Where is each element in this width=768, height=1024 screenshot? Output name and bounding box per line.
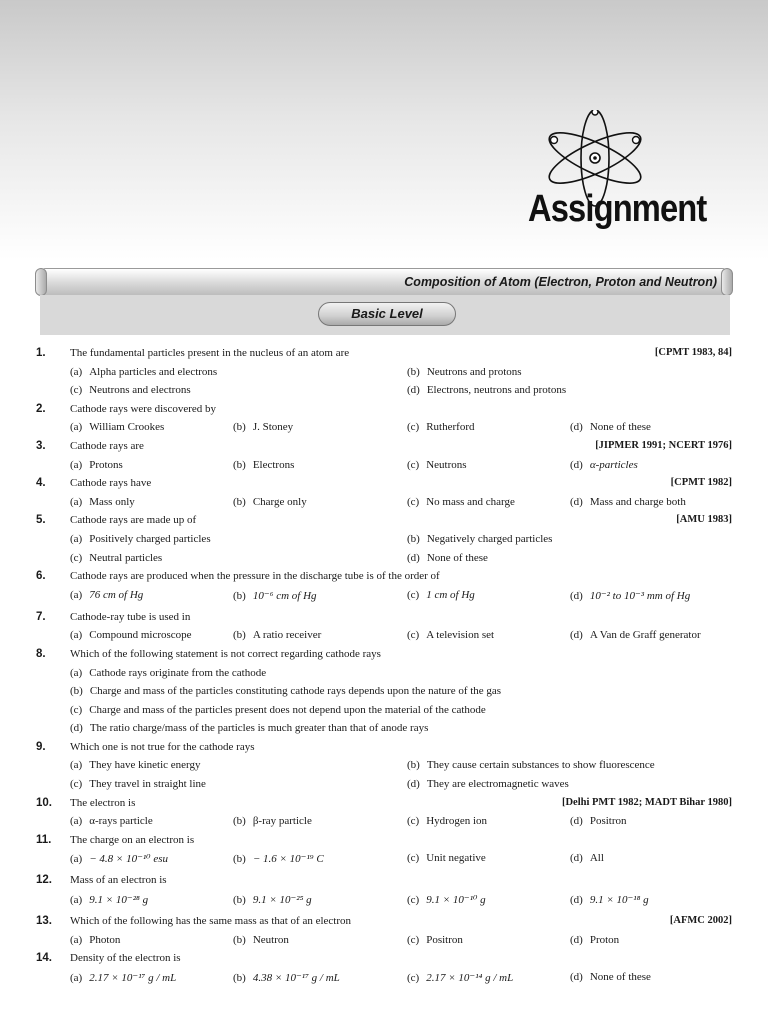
option-label: (d)	[570, 421, 583, 434]
option-text: Electrons, neutrons and protons	[426, 384, 567, 397]
option-text: α-rays particle	[89, 815, 153, 828]
option-text: A ratio receiver	[252, 629, 322, 642]
option-text: Alpha particles and electrons	[89, 365, 218, 378]
option-text: Charge only	[252, 495, 307, 508]
option-label: (a)	[70, 532, 83, 545]
option-d	[70, 722, 428, 734]
option-label: (d)	[570, 933, 583, 946]
option-c	[70, 704, 486, 716]
options-row	[0, 420, 768, 439]
options-row	[0, 666, 768, 685]
option-label: (d)	[570, 815, 583, 828]
question-text: Which one is not true for the cathode rays	[70, 740, 255, 753]
option-label: (a)	[70, 458, 83, 471]
option-label: (c)	[70, 384, 83, 397]
option-text: Negatively charged particles	[426, 532, 553, 545]
option-a	[70, 366, 217, 378]
option-label: (c)	[407, 815, 420, 828]
option-text: 76 cm of Hg	[89, 588, 144, 601]
options-row	[0, 721, 768, 740]
option-a	[70, 629, 192, 641]
option-label: (a)	[70, 933, 83, 946]
question-text: Density of the electron is	[70, 952, 181, 965]
option-label: (b)	[233, 933, 246, 946]
option-text: They are electromagnetic waves	[426, 778, 569, 791]
option-text: 4.38 × 10⁻¹⁷ g / mL	[252, 971, 340, 984]
option-text: 10⁻² to 10⁻³ mm of Hg	[589, 589, 691, 602]
options-row	[0, 933, 768, 952]
option-text: They travel in straight line	[89, 778, 206, 791]
option-text: − 4.8 × 10⁻¹⁰ esu	[89, 853, 168, 866]
page-title: Assignment	[528, 188, 707, 230]
option-d	[570, 934, 619, 946]
option-d	[407, 552, 488, 564]
option-label: (a)	[70, 815, 83, 828]
option-label: (c)	[70, 778, 83, 791]
option-label: (d)	[570, 629, 583, 642]
question-row	[0, 439, 768, 458]
option-a	[70, 667, 266, 679]
option-label: (b)	[407, 365, 420, 378]
option-label: (d)	[407, 551, 420, 564]
options-row	[0, 628, 768, 647]
question-number: 6.	[36, 570, 46, 583]
option-text: Protons	[89, 458, 123, 471]
option-label: (a)	[70, 588, 83, 601]
option-text: 1 cm of Hg	[426, 588, 475, 601]
question-reference: [AFMC 2002]	[669, 915, 732, 927]
option-a	[70, 815, 153, 827]
question-number: 4.	[36, 477, 46, 490]
option-b	[233, 893, 312, 906]
option-d	[570, 496, 686, 508]
question-text: The electron is	[70, 796, 136, 809]
option-text: Neutral particles	[89, 551, 163, 564]
option-label: (a)	[70, 629, 83, 642]
option-label: (b)	[233, 853, 246, 866]
option-label: (c)	[407, 852, 420, 865]
question-number: 13.	[36, 915, 52, 928]
option-text: Positron	[426, 933, 463, 946]
option-text: A Van de Graff generator	[589, 629, 701, 642]
bar-cap-left	[35, 268, 47, 296]
options-row	[0, 970, 768, 992]
option-label: (a)	[70, 853, 83, 866]
question-row	[0, 951, 768, 970]
option-label: (d)	[570, 852, 583, 865]
option-b	[70, 685, 501, 697]
option-text: William Crookes	[89, 421, 165, 434]
question-row	[0, 647, 768, 666]
option-b	[233, 496, 307, 508]
options-row	[0, 851, 768, 873]
option-d	[570, 971, 651, 983]
question-reference: [CPMT 1982]	[670, 477, 732, 489]
question-row	[0, 833, 768, 852]
option-text: α-particles	[589, 458, 638, 471]
option-label: (d)	[570, 495, 583, 508]
option-text: Neutrons and electrons	[89, 384, 191, 397]
options-row	[0, 703, 768, 722]
option-a	[70, 533, 211, 545]
option-b	[233, 459, 294, 471]
question-number: 7.	[36, 610, 46, 623]
option-b	[407, 759, 655, 771]
option-text: − 1.6 × 10⁻¹⁹ C	[252, 853, 324, 866]
bar-cap-right	[721, 268, 733, 296]
options-row	[0, 758, 768, 777]
question-text: Cathode rays were discovered by	[70, 402, 217, 415]
option-label: (c)	[407, 894, 420, 907]
option-a	[70, 893, 148, 906]
question-number: 10.	[36, 796, 52, 809]
question-reference: [JIPMER 1991; NCERT 1976]	[595, 439, 732, 451]
question-row	[0, 873, 768, 892]
option-c	[407, 852, 486, 864]
option-text: 9.1 × 10⁻²⁵ g	[252, 894, 312, 907]
option-label: (c)	[407, 588, 420, 601]
question-row	[0, 914, 768, 933]
option-label: (d)	[407, 384, 420, 397]
question-number: 2.	[36, 402, 46, 415]
option-d	[407, 384, 566, 396]
option-text: A television set	[426, 629, 495, 642]
option-c	[70, 384, 191, 396]
option-label: (d)	[570, 589, 583, 602]
option-text: J. Stoney	[252, 421, 294, 434]
question-row	[0, 476, 768, 495]
option-label: (a)	[70, 759, 83, 772]
option-label: (c)	[407, 458, 420, 471]
question-reference: [Delhi PMT 1982; MADT Bihar 1980]	[561, 796, 732, 808]
option-c	[407, 893, 486, 906]
question-text: Which of the following statement is not correct regarding cathode rays	[70, 647, 381, 660]
options-row	[0, 532, 768, 551]
option-label: (b)	[233, 495, 246, 508]
option-d	[570, 815, 627, 827]
option-b	[407, 366, 522, 378]
option-text: 10⁻⁶ cm of Hg	[252, 589, 317, 602]
option-d	[570, 893, 649, 906]
question-row	[0, 346, 768, 365]
option-a	[70, 496, 135, 508]
question-number: 14.	[36, 952, 52, 965]
option-label: (b)	[233, 894, 246, 907]
option-label: (b)	[233, 458, 246, 471]
option-label: (b)	[233, 815, 246, 828]
option-text: β-ray particle	[252, 815, 312, 828]
option-text: Mass only	[89, 495, 135, 508]
option-text: The ratio charge/mass of the particles is much greater than that of anode rays	[89, 722, 429, 735]
question-text: Cathode rays have	[70, 477, 152, 490]
option-label: (c)	[407, 933, 420, 946]
option-label: (b)	[407, 532, 420, 545]
option-b	[233, 589, 317, 602]
option-c	[407, 815, 487, 827]
option-d	[407, 778, 569, 790]
option-label: (d)	[407, 778, 420, 791]
question-text: Cathode rays are	[70, 439, 144, 452]
option-c	[407, 629, 494, 641]
options-row	[0, 551, 768, 570]
option-label: (a)	[70, 365, 83, 378]
options-row	[0, 495, 768, 514]
option-text: Electrons	[252, 458, 295, 471]
option-text: All	[589, 852, 604, 865]
option-label: (d)	[570, 458, 583, 471]
option-a	[70, 421, 164, 433]
option-c	[70, 552, 162, 564]
options-row	[0, 588, 768, 610]
option-label: (b)	[407, 759, 420, 772]
option-label: (b)	[233, 589, 246, 602]
question-text: Cathode-ray tube is used in	[70, 610, 191, 623]
option-b	[233, 971, 340, 984]
option-text: Rutherford	[426, 421, 475, 434]
option-text: Hydrogen ion	[426, 815, 488, 828]
option-c	[407, 459, 467, 471]
option-text: Neutrons and protons	[426, 365, 522, 378]
option-label: (a)	[70, 971, 83, 984]
question-row	[0, 513, 768, 532]
question-reference: [CPMT 1983, 84]	[654, 347, 732, 358]
options-row	[0, 458, 768, 477]
option-label: (a)	[70, 666, 83, 679]
option-label: (b)	[70, 685, 83, 698]
options-row	[0, 777, 768, 796]
level-badge: Basic Level	[318, 302, 456, 326]
option-d	[570, 852, 604, 864]
option-text: They have kinetic energy	[89, 759, 201, 772]
question-text: Cathode rays are made up of	[70, 514, 197, 527]
question-row	[0, 740, 768, 759]
option-label: (c)	[407, 629, 420, 642]
question-number: 12.	[36, 874, 52, 887]
option-a	[70, 852, 168, 865]
option-label: (c)	[407, 421, 420, 434]
question-text: Cathode rays are produced when the pressure in the discharge tube is of the order of	[70, 570, 440, 583]
option-text: None of these	[426, 551, 488, 564]
option-text: Mass and charge both	[589, 495, 686, 508]
question-number: 5.	[36, 514, 46, 527]
question-row	[0, 569, 768, 588]
options-row	[0, 892, 768, 914]
option-text: 2.17 × 10⁻¹⁴ g / mL	[426, 971, 514, 984]
question-row	[0, 796, 768, 815]
option-b	[233, 815, 312, 827]
section-title: Composition of Atom (Electron, Proton and Neutron)	[404, 275, 717, 289]
option-label: (b)	[233, 629, 246, 642]
option-d	[570, 459, 638, 471]
option-label: (d)	[70, 722, 83, 735]
option-text: Positron	[589, 815, 627, 828]
option-b	[233, 421, 293, 433]
question-list	[0, 346, 768, 992]
option-d	[570, 421, 651, 433]
option-text: None of these	[589, 421, 651, 434]
option-text: Neutrons	[426, 458, 467, 471]
question-number: 9.	[36, 740, 46, 753]
option-c	[70, 778, 206, 790]
option-text: Positively charged particles	[89, 532, 211, 545]
options-row	[0, 365, 768, 384]
option-text: 9.1 × 10⁻¹⁰ g	[426, 894, 486, 907]
option-c	[407, 589, 475, 601]
question-text: Which of the following has the same mass as that of an electron	[70, 915, 352, 928]
question-number: 11.	[36, 833, 52, 846]
option-text: Neutron	[252, 933, 289, 946]
option-label: (c)	[70, 703, 83, 716]
option-label: (d)	[570, 894, 583, 907]
question-text: The charge on an electron is	[70, 833, 195, 846]
option-label: (d)	[570, 970, 583, 983]
option-text: 9.1 × 10⁻¹⁸ g	[589, 894, 649, 907]
option-c	[407, 496, 515, 508]
question-number: 1.	[36, 347, 46, 359]
option-a	[70, 971, 176, 984]
option-b	[233, 629, 321, 641]
option-d	[570, 589, 690, 602]
option-b	[233, 852, 324, 865]
option-text: Unit negative	[426, 852, 486, 865]
option-text: They cause certain substances to show fluorescence	[426, 759, 655, 772]
option-text: Photon	[89, 933, 121, 946]
options-row	[0, 684, 768, 703]
option-label: (a)	[70, 495, 83, 508]
options-row	[0, 814, 768, 833]
section-header-bar	[38, 268, 730, 296]
option-text: No mass and charge	[426, 495, 515, 508]
option-text: Compound microscope	[89, 629, 192, 642]
option-text: Charge and mass of the particles present does not depend upon the material of the cathode	[89, 703, 486, 716]
option-c	[407, 421, 474, 433]
option-text: Cathode rays originate from the cathode	[89, 666, 267, 679]
question-number: 8.	[36, 647, 46, 660]
option-b	[407, 533, 552, 545]
option-label: (a)	[70, 894, 83, 907]
option-label: (c)	[407, 495, 420, 508]
option-d	[570, 629, 701, 641]
option-c	[407, 971, 513, 984]
question-row	[0, 610, 768, 629]
option-label: (a)	[70, 421, 83, 434]
question-number: 3.	[36, 439, 46, 452]
question-text: Mass of an electron is	[70, 874, 167, 887]
options-row	[0, 383, 768, 402]
option-a	[70, 934, 120, 946]
option-text: 9.1 × 10⁻²⁸ g	[89, 894, 149, 907]
option-text: Proton	[589, 933, 620, 946]
option-label: (b)	[233, 971, 246, 984]
option-label: (c)	[407, 971, 420, 984]
question-reference: [AMU 1983]	[676, 514, 732, 526]
option-text: Charge and mass of the particles constituting cathode rays depends upon the nature of the gas	[89, 685, 502, 698]
option-label: (c)	[70, 551, 83, 564]
option-a	[70, 589, 143, 601]
question-text: The fundamental particles present in the nucleus of an atom are	[70, 347, 350, 359]
option-text: None of these	[589, 970, 651, 983]
option-label: (b)	[233, 421, 246, 434]
option-a	[70, 459, 123, 471]
option-text: 2.17 × 10⁻¹⁷ g / mL	[89, 971, 177, 984]
option-a	[70, 759, 201, 771]
option-c	[407, 934, 463, 946]
option-b	[233, 934, 289, 946]
question-row	[0, 402, 768, 421]
